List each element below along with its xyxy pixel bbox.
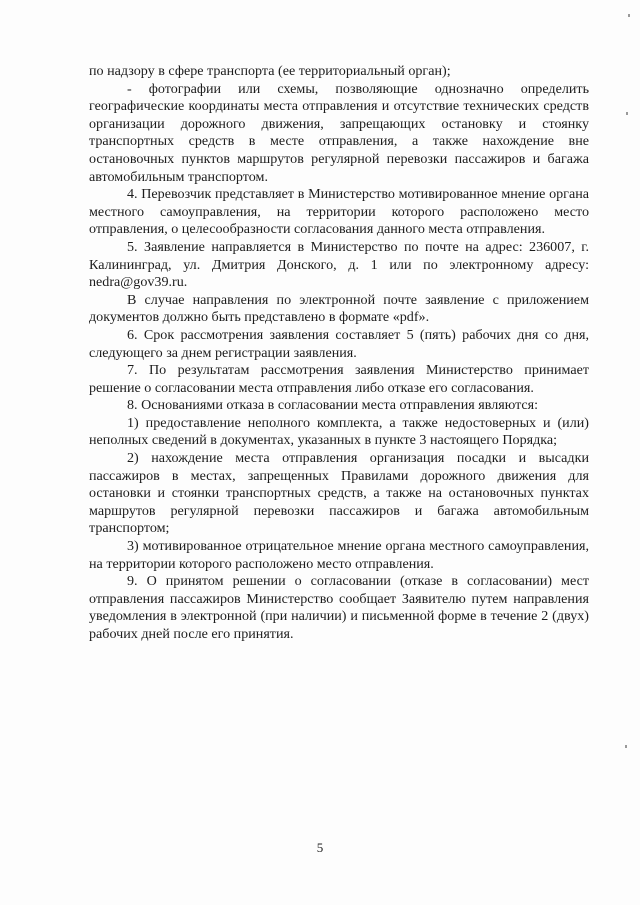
paragraph-photos-schemes: - фотографии или схемы, позволяющие однозначно определить географические координаты места отправления и отсутствие технических средств организации дорожного движения, запрещающих остановку и стоянку транспортных средств в месте отправления, а также нахождение вне остановочных пунктов маршрутов регулярной перевозки пассажиров и багажа автомобильным транспортом. (89, 80, 589, 185)
paragraph-item-4: 4. Перевозчик представляет в Министерство мотивированное мнение органа местного самоуправления, на территории которого расположено место отправления, о целесообразности согласования данного места отправления. (89, 186, 589, 238)
paragraph-item-9: 9. О принятом решении о согласовании (отказе в согласовании) мест отправления пассажиров Министерство сообщает Заявителю путем направления уведомления в электронной (при наличии) и письменной форме в течение 2 (двух) рабочих дней после его принятия. (89, 573, 589, 642)
paragraph-subitem-1: 1) предоставление неполного комплекта, а также недостоверных и (или) неполных сведений в документах, указанных в пункте 3 настоящего Порядка; (89, 414, 589, 449)
paragraph-item-8: 8. Основаниями отказа в согласовании места отправления являются: (127, 397, 539, 414)
paragraph-item-7: 7. По результатам рассмотрения заявления Министерство принимает решение о согласовании места отправления либо отказе его согласования. (89, 362, 589, 396)
paragraph-email-format: В случае направления по электронной почте заявление с приложением документов должно быть представлено в формате «pdf». (89, 291, 589, 326)
scan-speck (626, 112, 628, 115)
scan-speck (625, 745, 627, 748)
scan-speck (628, 14, 630, 17)
paragraph-item-5: 5. Заявление направляется в Министерство по почте на адрес: 236007, г. Калининград, ул. Дмитрия Донского, д. 1 или по электронному адресу: nedra@gov39.ru. (89, 238, 589, 291)
page-number: 5 (316, 840, 324, 855)
paragraph-transport-authority: по надзору в сфере транспорта (ее территориальный орган); (89, 63, 451, 79)
paragraph-item-6: 6. Срок рассмотрения заявления составляет 5 (пять) рабочих дня со дня, следующего за днем регистрации заявления. (89, 326, 589, 361)
paragraph-subitem-3: 3) мотивированное отрицательное мнение органа местного самоуправления, на территории которого расположено место отправления. (89, 538, 589, 572)
document-body (89, 63, 589, 644)
paragraph-subitem-2: 2) нахождение места отправления организация посадки и высадки пассажиров в местах, запрещенных Правилами дорожного движения для остановки и стоянки транспортных средств, а также на остановочных пунктах маршрутов регулярной перевозки пассажиров и багажа автомобильным транспортом; (89, 450, 589, 537)
